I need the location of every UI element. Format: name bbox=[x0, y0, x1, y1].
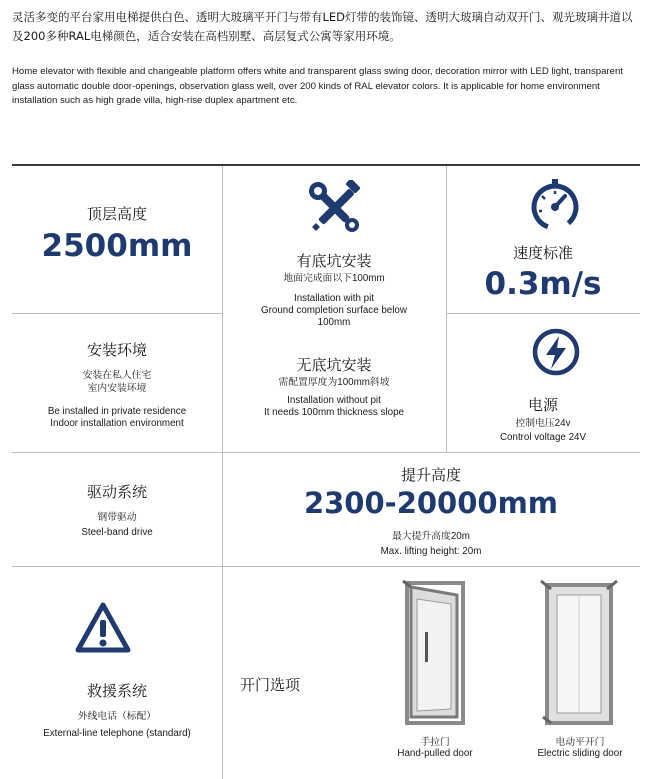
with-pit-sub-cn: 地面完成面以下100mm bbox=[283, 273, 385, 284]
divider bbox=[12, 452, 640, 453]
power-sub-cn: 控制电压24v bbox=[515, 418, 571, 429]
speed-title: 速度标准 bbox=[512, 244, 573, 262]
without-pit-sub-en2: It needs 100mm thickness slope bbox=[264, 407, 404, 418]
intro-chinese: 灵活多变的平台家用电梯提供白色、透明大玻璃平开门与带有LED灯带的装饰镜、透明大玻璃自动双开门、观光玻璃井道以及200多种RAL电梯颜色，适合安装在高档别墅、高层复式公寓等家用环境。 bbox=[12, 10, 633, 43]
environment-sub-en2: Indoor installation environment bbox=[50, 418, 184, 429]
environment-title: 安装环境 bbox=[86, 341, 147, 359]
electric-sliding-door-cn: 电动平开门 bbox=[555, 737, 605, 748]
without-pit-sub-en1: Installation without pit bbox=[287, 395, 381, 406]
drive-sub-cn: 钢带驱动 bbox=[97, 512, 137, 523]
with-pit-sub-en2: Ground completion surface below bbox=[261, 305, 407, 316]
lightning-bolt-icon bbox=[531, 327, 581, 377]
rescue-title: 救援系统 bbox=[86, 682, 147, 700]
wrench-screwdriver-icon bbox=[307, 180, 363, 236]
environment-sub-cn2: 室内安装环境 bbox=[87, 383, 147, 394]
rescue-sub-cn: 外线电话（标配） bbox=[77, 711, 157, 722]
top-floor-value: 2500mm bbox=[41, 228, 193, 264]
lift-height-value: 2300-20000mm bbox=[303, 486, 559, 520]
environment-sub-cn1: 安装在私人住宅 bbox=[82, 370, 152, 381]
power-title: 电源 bbox=[527, 396, 558, 414]
with-pit-sub-en3: 100mm bbox=[317, 317, 351, 328]
speed-value: 0.3m/s bbox=[484, 266, 602, 302]
with-pit-sub-en1: Installation with pit bbox=[293, 293, 375, 304]
lift-height-title: 提升高度 bbox=[400, 466, 461, 484]
without-pit-sub-cn: 需配置厚度为100mm斜坡 bbox=[278, 377, 390, 388]
without-pit-title: 无底坑安装 bbox=[296, 356, 372, 374]
intro-english: Home elevator with flexible and changeable platform offers white and transparent glass swing door, decoration mirror with LED light, transparent glass automatic double door-openings, observation glass well, over 200 kinds of RAL elevator colors. It is applicable for home environment installation such as high grade villa, high-rise duplex apartment etc. bbox=[12, 66, 623, 106]
top-floor-title: 顶层高度 bbox=[86, 205, 147, 223]
door-title: 开门选项 bbox=[240, 676, 301, 694]
lift-height-sub-en: Max. lifting height: 20m bbox=[380, 546, 482, 557]
electric-sliding-door-icon bbox=[537, 577, 621, 727]
divider bbox=[447, 313, 640, 314]
hand-pulled-door-icon bbox=[401, 577, 469, 727]
divider bbox=[222, 566, 223, 779]
environment-sub-en1: Be installed in private residence bbox=[47, 406, 187, 417]
top-divider bbox=[12, 164, 640, 166]
drive-sub-en: Steel-band drive bbox=[81, 527, 153, 538]
divider bbox=[12, 313, 222, 314]
power-sub-en: Control voltage 24V bbox=[499, 432, 587, 443]
with-pit-title: 有底坑安装 bbox=[296, 252, 372, 270]
rescue-sub-en: External-line telephone (standard) bbox=[43, 728, 191, 739]
speedometer-icon bbox=[528, 179, 582, 233]
hand-pulled-door-cn: 手拉门 bbox=[420, 737, 450, 748]
lift-height-sub-cn: 最大提升高度20m bbox=[392, 531, 470, 542]
divider bbox=[12, 566, 640, 567]
electric-sliding-door-en: Electric sliding door bbox=[537, 748, 623, 759]
drive-title: 驱动系统 bbox=[86, 483, 147, 501]
hand-pulled-door-en: Hand-pulled door bbox=[397, 748, 473, 759]
warning-triangle-icon bbox=[73, 600, 133, 656]
